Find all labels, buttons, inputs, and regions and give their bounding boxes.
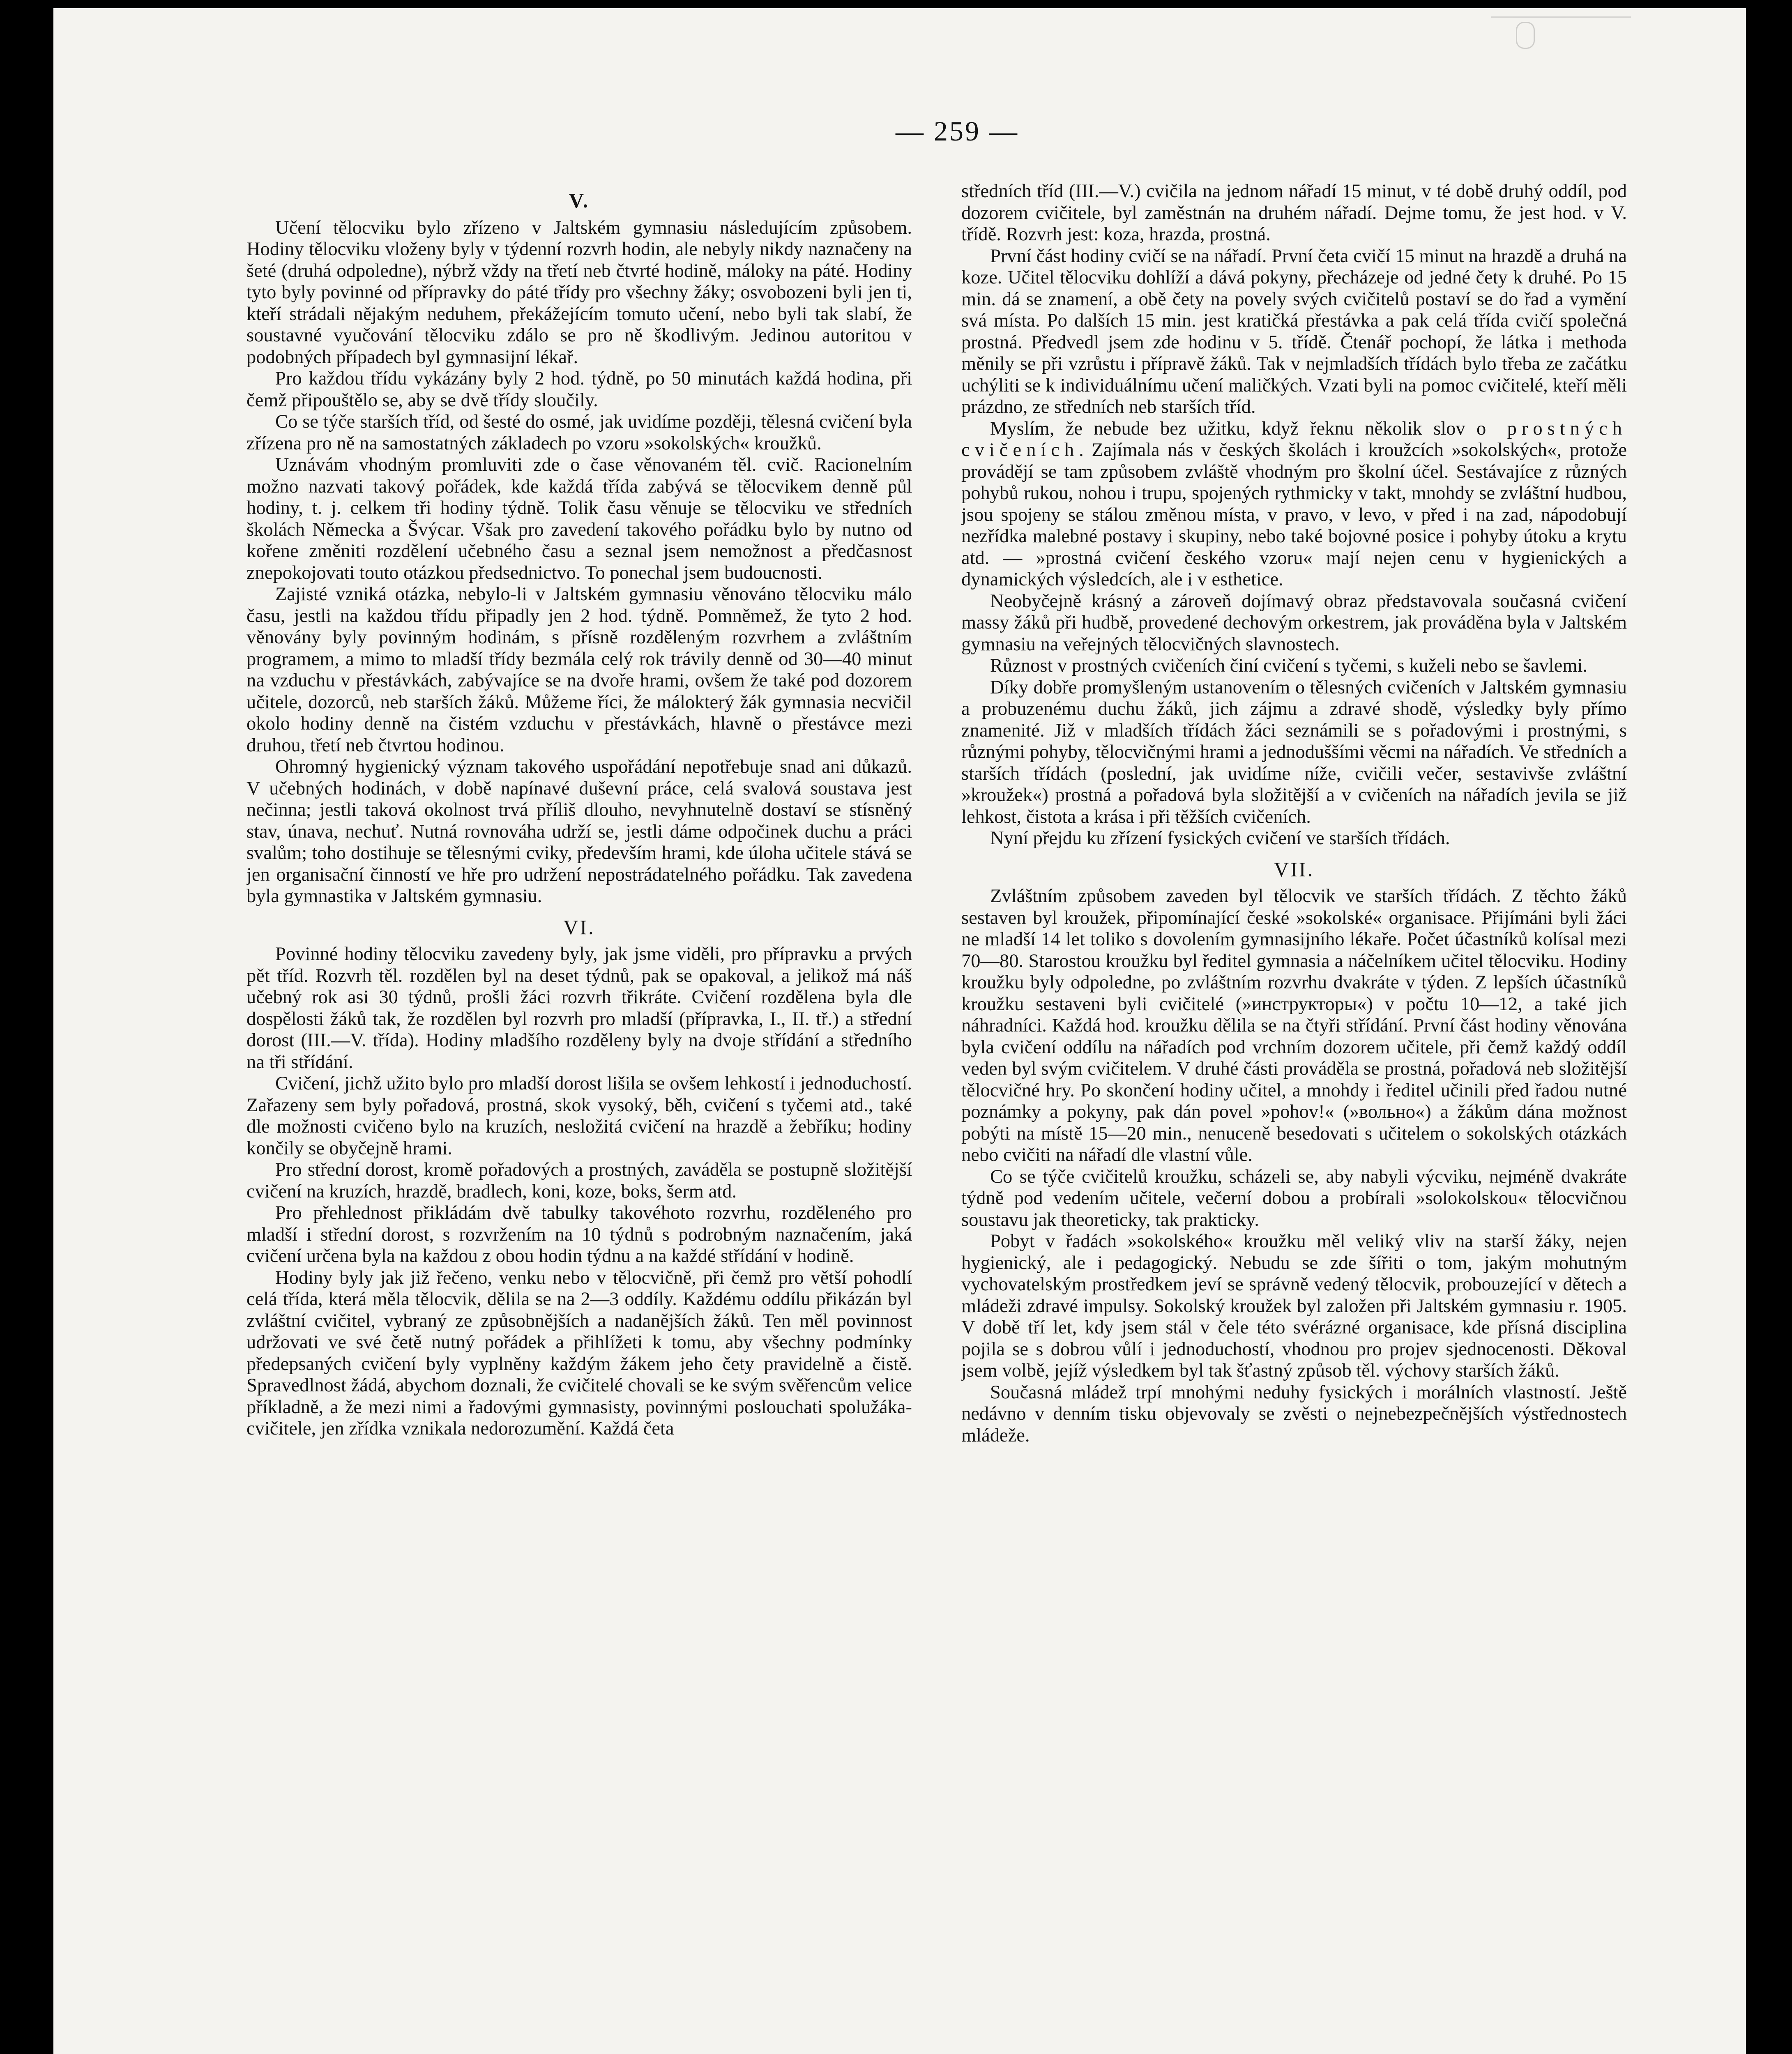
paragraph: Pobyt v řadách »sokolského« kroužku měl veliký vliv na starší žáky, nejen hygienický, ale i pedagogický. Nebudu se zde šířiti o tom, jakým mohutným vychovatelským prostředkem jeví se správně vedený tělocvik, probouzející v dětech a mládeži zdravé impulsy. Sokolský kroužek byl založen při Jaltském gymnasiu r. 1905. V době tří let, kdy jsem stál v čele této svérázné organisace, kde přísná disciplina pojila se s dobrou vůlí i jednoduchostí, vhodnou pro projev sjednocenosti. Děkoval jsem volbě, jejíž výsledkem byl tak šťastný způsob těl. výchovy starších žáků. [961,1231,1627,1381]
paragraph: Učení tělocviku bylo zřízeno v Jaltském gymnasiu následujícím způsobem. Hodiny tělocviku vloženy byly v týdenní rozvrh hodin, ale nebyly nikdy naznačeny na šeté (druhá odpoledne), nýbrž vždy na třetí neb čtvrté hodině, máloky na páté. Hodiny tyto byly povinné od přípravky do páté třídy pro všechny žáky; osvobozeni byli jen ti, kteří strádali nějakým neduhem, překážejícím tomuto učení, nebo byli tak slabí, že soustavné vyučování tělocviku zdálo se pro ně škodlivým. Jedinou autoritou v podobných případech byl gymnasijní lékař. [246,217,912,368]
paragraph: Ohromný hygienický význam takového uspořádání nepotřebuje snad ani důkazů. V učebných hodinách, v době napínavé duševní práce, celá svalová soustava jest nečinna; jestli taková okolnost trvá příliš dlouho, nevyhnutelně dostaví se stísněný stav, únava, nechuť. Nutná rovnováha udrží se, jestli dáme odpočinek duchu a práci svalům; toho dostihuje se tělesnými cviky, především hrami, kde úloha učitele stává se jen organisační činností ve hře pro udržení nepostrádatelného pořádku. Tak zavedena byla gymnastika v Jaltském gymnasiu. [246,756,912,907]
page-number: — 259 — [896,115,1019,147]
right-column [961,181,1627,2054]
paragraph: První část hodiny cvičí se na nářadí. První četa cvičí 15 minut na hrazdě a druhá na koze. Učitel tělocviku dohlíží a dává pokyny, přecházeje od jedné čety k druhé. Po 15 min. dá se znamení, a obě čety na povely svých cvičitelů postaví se do řad a vymění svá místa. Po dalších 15 min. jest kratičká přestávka a pak celá třída cvičí společná prostná. Předvedl jsem zde hodinu v 5. třídě. Čtenář pochopí, že látka i methoda měnily se při vzrůstu i přípravě žáků. Tak v nejmladších třídách bylo třeba ze začátku uchýliti se k individuálnímu učení maličkých. Vzati byli na pomoc cvičitelé, kteří měli prázdno, ze středních neb starších tříd. [961,245,1627,417]
paragraph: Zvláštním způsobem zaveden byl tělocvik ve starších třídách. Z těchto žáků sestaven byl kroužek, připomínající české »sokolské« organisace. Přijímáni byli žáci ne mladší 14 let toliko s dovolením gymnasijního lékaře. Počet účastníků kolísal mezi 70—80. Starostou kroužku byl ředitel gymnasia a náčelníkem učitel tělocviku. Hodiny kroužku byly odpoledne, po zvláštním rozvrhu dvakráte v týden. Z lepších účastníků kroužku sestaveni byli cvičitelé (»инструкторы«) v počtu 10—12, a také jich náhradníci. Každá hod. kroužku dělila se na čtyři střídání. První část hodiny věnována byla cvičení oddílu na nářadích pod vrchním dozorem učitele, při čemž každý oddíl veden byl svým cvičitelem. V druhé části prováděla se prostná, pořadová neb složitější tělocvičné hry. Po skončení hodiny učitel, a mnohdy i ředitel učinili před řadou nutné poznámky a pokyny, pak dán povel »pohov!« (»вольно«) a žákům dána možnost pobýti na místě 15—20 min., nenuceně besedovati s učitelem o sokolských otázkách nebo cvičiti na nářadí dle vlastní vůle. [961,886,1627,1165]
paragraph: Současná mládež trpí mnohými neduhy fysických i morálních vlastností. Ještě nedávno v denním tisku objevovaly se zvěsti o nejnebezpečnějších výstřednostech mládeže. [961,1382,1627,1446]
paragraph: Povinné hodiny tělocviku zavedeny byly, jak jsme viděli, pro přípravku a prvých pět tříd. Rozvrh těl. rozdělen byl na deset týdnů, pak se opakoval, a jelikož má náš učebný rok asi 30 týdnů, prošli žáci rozvrh třikráte. Cvičení rozdělena byla dle dospělosti žáků tak, že rozdělen byl rozvrh pro mladší (přípravka, I., II. tř.) a střední dorost (III.—V. třída). Hodiny mladšího rozděleny byly na dvoje střídání a středního na tři střídání. [246,944,912,1073]
paragraph: Pro každou třídu vykázány byly 2 hod. týdně, po 50 minutách každá hodina, při čemž připouštělo se, aby se dvě třídy sloučily. [246,368,912,411]
paragraph: Díky dobře promyšleným ustanovením o tělesných cvičeních v Jaltském gymnasiu a probuzenému duchu žáků, jich zájmu a zdravé shodě, výsledky byly přímo znamenité. Již v mladších třídách žáci seznámili se s pořadovými i prostnými, s různými pohyby, tělocvičnými hrami a jednoduššími věcmi na nářadích. Ve středních a starších třídách (poslední, jak uvidíme níže, cvičili večer, sestavivše zvláštní »kroužek«) prostná a pořadová byla složitější a v cvičeních na nářadích jevila se již lehkost, čistota a krása i při těžších cvičeních. [961,677,1627,827]
text-run: Myslím, že nebude bez užitku, když řeknu několik slov [990,418,1465,439]
text-columns [246,181,1627,2054]
paragraph: Pro přehlednost přikládám dvě tabulky takovéhoto rozvrhu, rozděleného pro mladší i střední dorost, s rozvržením na 10 týdnů s podrobným naznačením, jaká cvičení určena byla na každou z obou hodin týdnu a na každé střídání v hodině. [246,1202,912,1266]
paragraph-continued: středních tříd (III.—V.) cvičila na jednom nářadí 15 minut, v té době druhý oddíl, pod dozorem cvičitele, byl zaměstnán na druhém nářadí. Dejme tomu, že jest hod. v V. třídě. Rozvrh jest: koza, hrazda, prostná. [961,181,1627,245]
document-page [53,8,1746,2054]
paragraph: Cvičení, jichž užito bylo pro mladší dorost lišila se ovšem lehkostí i jednoduchostí. Zařazeny sem byly pořadová, prostná, skok vysoký, běh, cvičení s tyčemi atd., také dle možnosti cvičeno bylo na kruzích, nesložitá cvičení na hrazdě a žebříku; hodiny končily se obyčejně hrami. [246,1073,912,1159]
section-heading-v: V. [569,189,590,212]
section-heading-vii: VII. [1274,857,1314,881]
paragraph: Hodiny byly jak již řečeno, venku nebo v tělocvičně, při čemž pro větší pohodlí celá třída, která měla tělocvik, dělila se na 2—3 oddíly. Každému oddílu přikázán byl zvláštní cvičitel, vybraný ze způsobnějších a nadanějších žáků. Ten měl povinnost udržovati ve své četě nutný pořádek a přihlížeti k tomu, aby všechny podmínky předepsaných cvičení byly vyplněny každým žákem jeho čety pravidelně a čistě. Spravedlnost žádá, abychom doznali, že cvičitelé chovali se ke svým svěřencům velice příkladně, a že mezi nimi a řadovými gymnasisty, povinnými poslouchati spolužáka-cvičitele, jen zřídka vznikala nedorozumění. Každá četa [246,1267,912,1439]
left-column [246,181,912,2054]
emphasized-phrase: o prostných cvičeních [961,418,1627,461]
paragraph: Uznávám vhodným promluviti zde o čase věnovaném těl. cvič. Racionelním možno nazvati takový pořádek, kde každá třída zabývá se tělocvikem denně půl hodiny, t. j. celkem tři hodiny týdně. Tolik času věnuje se tělocviku ve středních školách Německa a Švýcar. Však pro zavedení takového pořádku bylo by nutno od kořene změniti rozdělení učebného času a seznal jsem nemožnost a předčasnost znepokojovati touto otázkou předsednictvo. To ponechal jsem budoucnosti. [246,454,912,583]
paragraph: Co se týče cvičitelů kroužku, scházeli se, aby nabyli výcviku, nejméně dvakráte týdně pod vedením učitele, večerní dobou a probírali »solokolskou« tělocvičnou soustavu jak theoreticky, tak prakticky. [961,1166,1627,1230]
paragraph: Pro střední dorost, kromě pořadových a prostných, zaváděla se postupně složitější cvičení na kruzích, hrazdě, bradlech, koni, koze, boks, šerm atd. [246,1159,912,1202]
text-run: . Zajímala nás v českých školách i kroužcích »sokolských«, protože provádějí se tam způsobem zvláště vhodným pro školní účel. Sestávajíce z různých pohybů rukou, nohou i trupu, spojených rythmicky v takt, mnohdy se zvláštní hudbou, jsou spojeny se stálou změnou místa, v pravo, v levo, v před i na zad, nápodobují nezřídka malebné postavy i skupiny, nebo také bojovné posice i pohyby útoku a krytu atd. — »prostná cvičení českého vzoru« mají nejen cenu v hygienických a dynamických výsledcích, ale i v esthetice. [961,440,1627,590]
paragraph-prostna [961,418,1627,591]
paragraph: Nyní přejdu ku zřízení fysických cvičení ve starších třídách. [990,828,1450,849]
paragraph: Co se týče starších tříd, od šesté do osmé, jak uvidíme později, tělesná cvičení byla zřízena pro ně na samostatných základech po vzoru »sokolských« kroužků. [246,411,912,454]
section-heading-vi: VI. [563,915,595,939]
library-stamp [1491,16,1631,55]
paragraph: Zajisté vzniká otázka, nebylo-li v Jaltském gymnasiu věnováno tělocviku málo času, jestli na každou třídu připadly jen 2 hod. týdně. Pomněmež, že tyto 2 hod. věnovány byly povinným hodinám, s přísně rozděleným rozvrhem a zvláštním programem, a mimo to mladší třídy bezmála celý rok trávily denně od 30—40 minut na vzduchu v přestávkách, zabývajíce se na dvoře hrami, ovšem že také pod dozorem učitele, dozorců, neb starších žáků. Můžeme říci, že málokterý žák gymnasia necvičil okolo hodiny denně na čistém vzduchu v přestávkách, hlavně o přestávce mezi druhou, třetí neb čtvrtou hodinou. [246,584,912,756]
paragraph: Různost v prostných cvičeních činí cvičení s tyčemi, s kuželi nebo se šavlemi. [990,655,1588,676]
paragraph: Neobyčejně krásný a zároveň dojímavý obraz představovala současná cvičení massy žáků při hudbě, provedené dechovým orkestrem, jak prováděna byla v Jaltském gymnasiu na veřejných tělocvičných slavnostech. [961,590,1627,655]
